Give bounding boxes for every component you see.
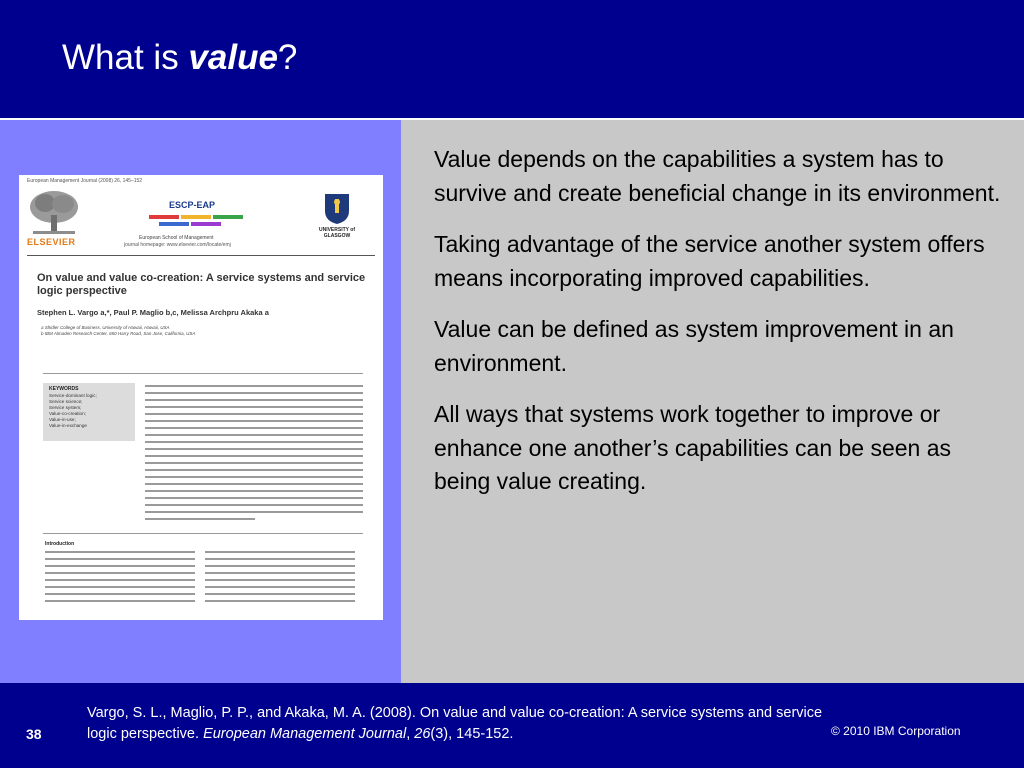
text-line [145, 511, 363, 513]
divider [43, 373, 363, 374]
slide-header [0, 0, 1024, 118]
keywords-list [49, 393, 97, 429]
text-line [145, 469, 363, 471]
school-logo-bars [149, 213, 249, 233]
title-prefix: What is [62, 38, 189, 77]
text-line [45, 572, 195, 574]
school-name: European School of Management [139, 235, 214, 241]
logo-bar [149, 215, 179, 219]
text-line [145, 483, 363, 485]
text-line [205, 572, 355, 574]
affiliation-a: a Shidler College of Business, University of Hawaii, Hawaii, USA [41, 325, 170, 330]
text-line [145, 497, 363, 499]
citation-rest: (3), 145-152. [430, 726, 514, 742]
logo-bar [191, 222, 221, 226]
text-line [205, 600, 355, 602]
text-line [145, 462, 363, 464]
logo-bar [159, 222, 189, 226]
paper-title: On value and value co-creation: A service systems and service logic perspective [37, 272, 366, 297]
journal-homepage: journal homepage: www.elsevier.com/locate/emj [124, 242, 231, 248]
title-suffix: ? [277, 38, 298, 77]
paragraph-1: Value depends on the capabilities a system has to survive and create beneficial change in its environment. [434, 146, 1001, 206]
publisher-logo: ELSEVIER [27, 237, 76, 247]
keyword: Service-dominant logic; [49, 393, 97, 398]
elsevier-tree-icon [27, 189, 81, 237]
text-line [45, 593, 195, 595]
citation-volume: 26 [414, 726, 431, 742]
university-crest-icon [324, 193, 350, 225]
paragraph-2: Taking advantage of the service another system offers means incorporating improved capabilities. [434, 231, 985, 291]
keyword: Service system; [49, 405, 82, 410]
text-line [45, 558, 195, 560]
text-line [45, 565, 195, 567]
slide-title [62, 38, 297, 78]
citation-text: Vargo, S. L., Maglio, P. P., and Akaka, M. A. (2008). On value and value co-creation: A service systems and service logic perspective. [87, 705, 823, 742]
university-name: UNIVERSITY of GLASGOW [318, 227, 356, 239]
divider [27, 255, 375, 256]
text-line [145, 434, 363, 436]
keyword: Value-co-creation; [49, 411, 86, 416]
text-line [145, 518, 255, 520]
keyword: Value-in-exchange [49, 423, 87, 428]
text-line [145, 420, 363, 422]
slide-body [434, 143, 1009, 517]
citation [87, 703, 827, 745]
text-line [145, 392, 363, 394]
text-line [145, 490, 363, 492]
text-line [205, 558, 355, 560]
paper-authors: Stephen L. Vargo a,*, Paul P. Maglio b,c, Melissa Archpru Akaka a [37, 308, 269, 317]
section-heading: Introduction [45, 541, 75, 547]
logo-bar [181, 215, 211, 219]
text-line [145, 406, 363, 408]
keyword: Service science; [49, 399, 83, 404]
paragraph-3: Value can be defined as system improvement in an environment. [434, 316, 954, 376]
keywords-heading: KEYWORDS [49, 386, 79, 392]
text-line [145, 441, 363, 443]
text-line [45, 579, 195, 581]
text-line [205, 565, 355, 567]
text-line [145, 448, 363, 450]
text-line [205, 593, 355, 595]
text-line [145, 455, 363, 457]
page-number: 38 [26, 726, 42, 742]
divider [43, 533, 363, 534]
logo-bar [213, 215, 243, 219]
school-logo: ESCP-EAP [169, 200, 216, 210]
text-line [45, 586, 195, 588]
paper-thumbnail [19, 175, 383, 620]
text-line [205, 579, 355, 581]
text-line [205, 551, 355, 553]
paper-affiliations [41, 325, 195, 337]
text-line [45, 600, 195, 602]
citation-journal: European Management Journal [203, 726, 407, 742]
affiliation-b: b IBM Almaden Research Center, 650 Harry Road, San Jose, California, USA [41, 331, 196, 336]
copyright: © 2010 IBM Corporation [831, 724, 961, 738]
text-line [145, 399, 363, 401]
citation-sep: , [406, 726, 415, 742]
text-line [145, 427, 363, 429]
text-line [145, 413, 363, 415]
paper-journal-line: European Management Journal (2008) 26, 145–152 [27, 178, 143, 184]
text-line [145, 385, 363, 387]
text-line [205, 586, 355, 588]
text-line [145, 476, 363, 478]
text-line [45, 551, 195, 553]
text-line [145, 504, 363, 506]
keyword: Value-in-use; [49, 417, 76, 422]
paragraph-4: All ways that systems work together to improve or enhance one another’s capabilities can be seen as being value creating. [434, 401, 952, 494]
title-emphasis: value [188, 38, 278, 77]
